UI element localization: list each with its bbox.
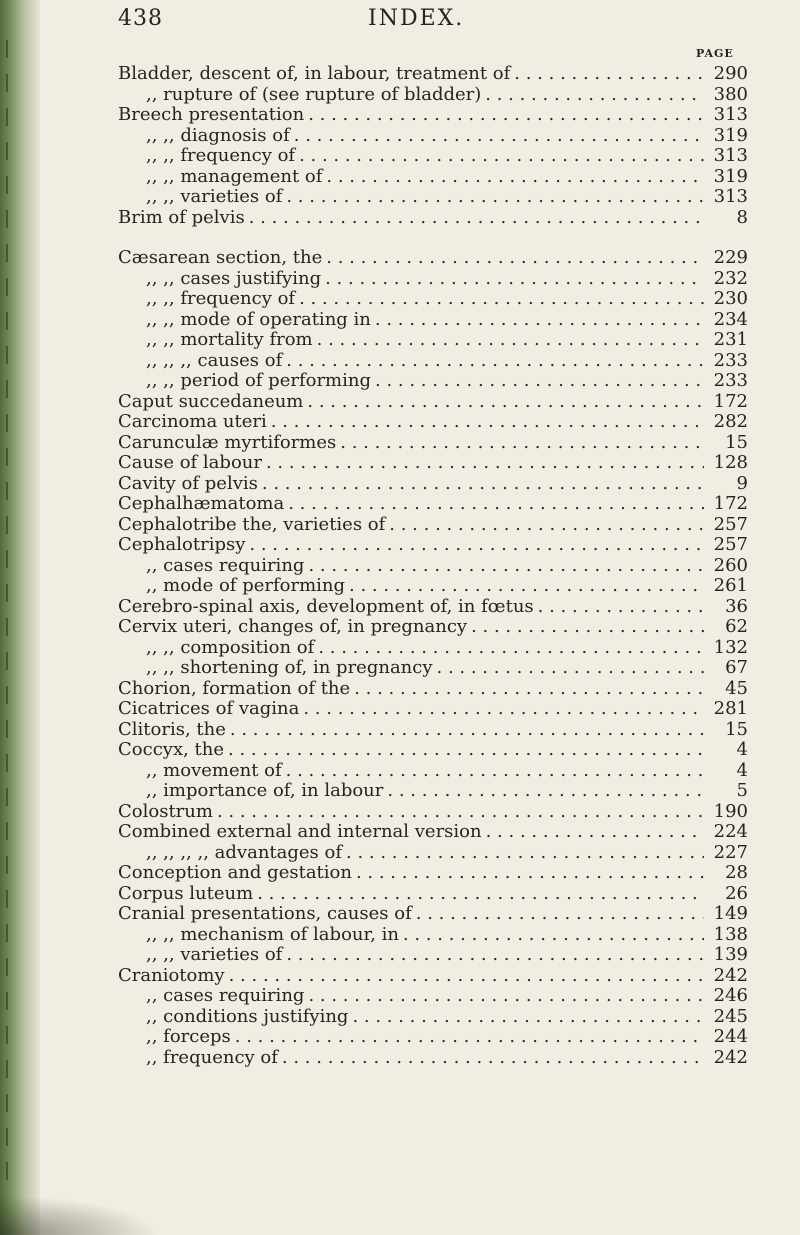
entry-page-number: 242 — [713, 964, 748, 986]
entry-page-number: 231 — [713, 329, 748, 350]
entry-page-number: 172 — [713, 493, 748, 514]
entry-text: Craniotomy — [118, 964, 225, 986]
index-entry — [118, 474, 748, 495]
index-entry — [118, 351, 748, 372]
index-entry — [118, 986, 748, 1007]
entry-page-number: 149 — [713, 903, 748, 924]
entry-text: Carcinoma uteri — [118, 411, 267, 432]
entry-leader-dots — [266, 453, 704, 474]
index-entry — [118, 167, 748, 188]
entry-leader-dots — [326, 248, 704, 269]
entry-page-number: 282 — [713, 411, 748, 432]
index-entry — [118, 904, 748, 925]
index-entry — [118, 126, 748, 147]
entry-text: Clitoris, the — [118, 718, 226, 740]
entry-leader-dots — [308, 986, 704, 1007]
entry-leader-dots — [375, 310, 704, 331]
entry-leader-dots — [282, 1048, 704, 1069]
entry-page-number: 36 — [725, 595, 748, 617]
page-number: 438 — [118, 6, 163, 31]
index-entry — [118, 269, 748, 290]
index-entry — [118, 617, 748, 638]
entry-page-number: 261 — [713, 575, 748, 596]
entry-leader-dots — [317, 330, 704, 351]
corner-shadow — [0, 1195, 160, 1235]
entry-leader-dots — [262, 474, 704, 495]
entry-leader-dots — [288, 494, 704, 515]
index-entry — [118, 720, 748, 741]
entry-text: ,, forceps — [146, 1026, 231, 1047]
entry-page-number: 4 — [736, 739, 748, 760]
entry-leader-dots — [235, 1027, 704, 1048]
entry-leader-dots — [485, 85, 704, 106]
entry-leader-dots — [403, 925, 704, 946]
index-entry — [118, 576, 748, 597]
index-entry — [118, 802, 748, 823]
entry-leader-dots — [299, 289, 704, 310]
entry-leader-dots — [538, 597, 704, 618]
index-entry — [118, 740, 748, 761]
index-entry — [118, 535, 748, 556]
index-entry — [118, 597, 748, 618]
entry-page-number: 132 — [713, 636, 748, 658]
entry-text: Coccyx, the — [118, 739, 225, 760]
entry-leader-dots — [217, 802, 704, 823]
entry-page-number: 319 — [713, 124, 748, 146]
index-entry — [118, 392, 748, 413]
entry-leader-dots — [471, 617, 704, 638]
entry-page-number: 138 — [713, 923, 748, 945]
entry-leader-dots — [286, 761, 704, 782]
entry-text: Bladder, descent of, in labour, treatment of — [118, 63, 511, 84]
entry-page-number: 233 — [713, 370, 748, 391]
entry-text: ,, ,, shortening of, in pregnancy — [146, 657, 433, 678]
entry-text: ,, ,, frequency of — [146, 288, 296, 309]
running-title: INDEX. — [368, 6, 465, 31]
entry-leader-dots — [514, 64, 704, 85]
index-entry — [118, 208, 748, 229]
index-entry — [118, 863, 748, 884]
entry-leader-dots — [230, 720, 704, 741]
index-entry — [118, 105, 748, 126]
entry-page-number: 172 — [713, 390, 748, 412]
index-entry — [118, 761, 748, 782]
entry-page-number: 224 — [713, 821, 748, 842]
entry-text: ,, movement of — [146, 759, 282, 781]
page-header — [68, 6, 768, 36]
entry-text: Cicatrices of vagina — [118, 698, 300, 719]
entry-leader-dots — [352, 1007, 704, 1028]
index-entry — [118, 310, 748, 331]
entry-text: Cervix uteri, changes of, in pregnancy — [118, 616, 468, 637]
entry-leader-dots — [416, 904, 704, 925]
index-entry — [118, 658, 748, 679]
entry-leader-dots — [307, 392, 704, 413]
entry-page-number: 15 — [725, 718, 748, 740]
entry-text: Colostrum — [118, 800, 213, 822]
entry-leader-dots — [257, 884, 704, 905]
entry-leader-dots — [286, 351, 704, 372]
entry-leader-dots — [299, 146, 704, 167]
entry-text: ,, rupture of (see rupture of bladder) — [146, 83, 482, 105]
entry-leader-dots — [286, 187, 704, 208]
page-column-heading: PAGE — [696, 47, 734, 60]
entry-text: ,, ,, diagnosis of — [146, 124, 290, 146]
entry-leader-dots — [389, 515, 704, 536]
entry-leader-dots — [437, 658, 704, 679]
entry-text: Combined external and internal version — [118, 821, 482, 842]
entry-leader-dots — [228, 740, 704, 761]
index-entry — [118, 289, 748, 310]
entry-page-number: 15 — [725, 431, 748, 453]
entry-page-number: 257 — [713, 513, 748, 535]
entry-text: Cephalotribe the, varieties of — [118, 513, 386, 535]
entry-page-number: 246 — [713, 985, 748, 1006]
index-entry — [118, 433, 748, 454]
entry-page-number: 313 — [713, 104, 748, 125]
entry-text: ,, ,, varieties of — [146, 944, 283, 965]
index-entries — [118, 64, 748, 1068]
entry-leader-dots — [486, 822, 704, 843]
entry-page-number: 281 — [713, 698, 748, 719]
entry-text: Cephalotripsy — [118, 534, 246, 555]
entry-leader-dots — [375, 371, 704, 392]
entry-leader-dots — [294, 126, 704, 147]
entry-text: ,, mode of performing — [146, 575, 346, 596]
entry-page-number: 128 — [713, 452, 748, 473]
index-entry — [118, 371, 748, 392]
entry-page-number: 62 — [725, 616, 748, 637]
entry-page-number: 245 — [713, 1005, 748, 1027]
entry-page-number: 26 — [725, 882, 748, 904]
index-entry — [118, 1007, 748, 1028]
entry-page-number: 233 — [713, 349, 748, 371]
entry-text: ,, cases requiring — [146, 554, 305, 576]
index-entry — [118, 679, 748, 700]
entry-leader-dots — [303, 699, 704, 720]
entry-leader-dots — [271, 412, 704, 433]
index-entry — [118, 494, 748, 515]
entry-page-number: 139 — [713, 944, 748, 965]
index-entry — [118, 925, 748, 946]
entry-text: ,, frequency of — [146, 1046, 278, 1068]
entry-text: Cephalhæmatoma — [118, 493, 285, 514]
index-entry — [118, 146, 748, 167]
entry-leader-dots — [249, 208, 704, 229]
entry-text: ,, ,, period of performing — [146, 370, 371, 391]
index-entry — [118, 638, 748, 659]
entry-text: ,, ,, ,, ,, advantages of — [146, 841, 343, 863]
entry-text: Cavity of pelvis — [118, 472, 258, 494]
entry-page-number: 229 — [713, 247, 748, 268]
index-entry — [118, 966, 748, 987]
entry-page-number: 313 — [713, 186, 748, 207]
entry-page-number: 244 — [713, 1026, 748, 1047]
index-entry — [118, 248, 748, 269]
book-binding-edge — [0, 0, 40, 1235]
entry-text: Corpus luteum — [118, 882, 254, 904]
index-entry — [118, 556, 748, 577]
index-entry — [118, 64, 748, 85]
index-entry — [118, 453, 748, 474]
entry-text: Cæsarean section, the — [118, 247, 323, 268]
entry-leader-dots — [308, 556, 704, 577]
entry-text: ,, ,, cases justifying — [146, 267, 322, 289]
entry-text: ,, cases requiring — [146, 985, 305, 1006]
entry-page-number: 230 — [713, 288, 748, 309]
entry-text: ,, ,, ,, causes of — [146, 349, 283, 371]
entry-text: Breech presentation — [118, 104, 305, 125]
entry-leader-dots — [326, 167, 704, 188]
entry-text: ,, ,, varieties of — [146, 186, 283, 207]
entry-text: ,, ,, mode of operating in — [146, 308, 371, 330]
entry-text: ,, conditions justifying — [146, 1005, 349, 1027]
entry-text: Caput succedaneum — [118, 390, 304, 412]
entry-leader-dots — [229, 966, 704, 987]
entry-page-number: 234 — [713, 308, 748, 330]
entry-text: ,, ,, management of — [146, 165, 323, 187]
index-entry — [118, 187, 748, 208]
index-entry — [118, 515, 748, 536]
entry-page-number: 260 — [713, 554, 748, 576]
entry-text: Cause of labour — [118, 452, 262, 473]
entry-leader-dots — [308, 105, 704, 126]
index-entry — [118, 85, 748, 106]
entry-leader-dots — [354, 679, 704, 700]
entry-leader-dots — [286, 945, 704, 966]
entry-page-number: 290 — [713, 63, 748, 84]
entry-page-number: 380 — [713, 83, 748, 105]
index-entry — [118, 330, 748, 351]
entry-page-number: 9 — [736, 472, 748, 494]
entry-leader-dots — [325, 269, 704, 290]
index-entry — [118, 822, 748, 843]
entry-text: Cerebro-spinal axis, development of, in fœtus — [118, 595, 534, 617]
entry-page-number: 4 — [736, 759, 748, 781]
section-gap — [118, 228, 748, 248]
entry-text: ,, importance of, in labour — [146, 780, 384, 801]
entry-page-number: 28 — [725, 862, 748, 883]
entry-page-number: 257 — [713, 534, 748, 555]
index-entry — [118, 781, 748, 802]
entry-text: ,, ,, frequency of — [146, 145, 296, 166]
entry-leader-dots — [318, 638, 704, 659]
entry-text: Cranial presentations, causes of — [118, 903, 412, 924]
entry-page-number: 242 — [713, 1046, 748, 1068]
index-entry — [118, 699, 748, 720]
entry-text: Carunculæ myrtiformes — [118, 431, 337, 453]
entry-page-number: 227 — [713, 841, 748, 863]
entry-page-number: 319 — [713, 165, 748, 187]
entry-text: Brim of pelvis — [118, 206, 245, 228]
index-entry — [118, 843, 748, 864]
entry-text: ,, ,, mechanism of labour, in — [146, 923, 399, 945]
index-entry — [118, 945, 748, 966]
entry-page-number: 232 — [713, 267, 748, 289]
entry-text: Chorion, formation of the — [118, 677, 351, 699]
entry-leader-dots — [340, 433, 704, 454]
entry-page-number: 190 — [713, 800, 748, 822]
entry-page-number: 8 — [736, 206, 748, 228]
entry-leader-dots — [249, 535, 704, 556]
entry-text: ,, ,, mortality from — [146, 329, 313, 350]
entry-leader-dots — [387, 781, 704, 802]
entry-leader-dots — [349, 576, 704, 597]
index-entry — [118, 1027, 748, 1048]
entry-text: ,, ,, composition of — [146, 636, 315, 658]
index-entry — [118, 1048, 748, 1069]
entry-text: Conception and gestation — [118, 862, 352, 883]
entry-page-number: 67 — [725, 657, 748, 678]
index-entry — [118, 884, 748, 905]
entry-leader-dots — [346, 843, 704, 864]
entry-page-number: 5 — [736, 780, 748, 801]
entry-page-number: 313 — [713, 145, 748, 166]
entry-page-number: 45 — [725, 677, 748, 699]
entry-leader-dots — [356, 863, 704, 884]
index-entry — [118, 412, 748, 433]
